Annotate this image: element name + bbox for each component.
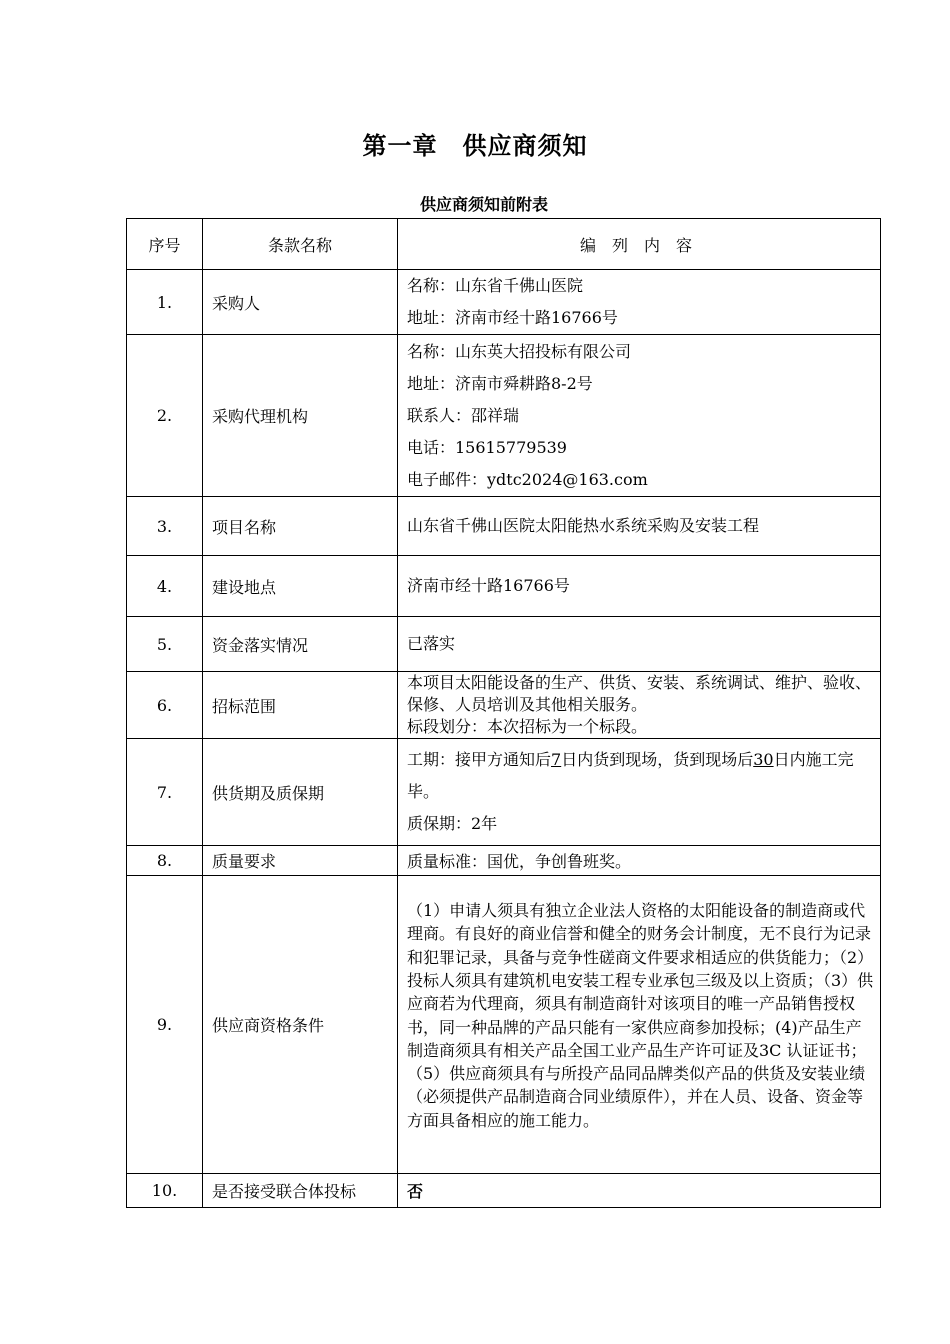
table-row bbox=[127, 876, 881, 1174]
content-line: 济南市经十路16766号 bbox=[407, 576, 570, 595]
period-days-2: 30 bbox=[753, 750, 774, 769]
content-line: 地址：济南市经十路16766号 bbox=[407, 308, 618, 327]
row-content bbox=[398, 739, 881, 846]
content-line: 名称：山东英大招投标有限公司 bbox=[407, 341, 632, 361]
period-text-b: 日内货到现场，货到现场后 bbox=[561, 750, 754, 769]
content-line: 电话：15615779539 bbox=[407, 437, 567, 457]
table-caption: 供应商须知前附表 bbox=[419, 195, 548, 214]
table-header-row bbox=[127, 219, 881, 270]
row-no: 2. bbox=[127, 335, 203, 497]
row-name: 建设地点 bbox=[203, 556, 398, 617]
content-line: 电子邮件：ydtc2024@163.com bbox=[407, 469, 648, 489]
row-name: 资金落实情况 bbox=[203, 617, 398, 672]
row-content bbox=[398, 270, 881, 335]
row-name: 采购人 bbox=[203, 270, 398, 335]
content-line: 标段划分：本次招标为一个标段。 bbox=[407, 717, 648, 736]
row-no: 3. bbox=[127, 497, 203, 556]
content-line: 山东省千佛山医院太阳能热水系统采购及安装工程 bbox=[407, 516, 760, 535]
content-line: 质量标准：国优，争创鲁班奖。 bbox=[407, 852, 632, 871]
row-no: 6. bbox=[127, 672, 203, 739]
row-name: 供应商资格条件 bbox=[203, 876, 398, 1174]
content-line: 已落实 bbox=[407, 634, 456, 653]
content-line: 地址：济南市舜耕路8-2号 bbox=[407, 373, 593, 393]
row-no: 9. bbox=[127, 876, 203, 1174]
table-row bbox=[127, 739, 881, 846]
row-content bbox=[398, 1174, 881, 1208]
row-no: 5. bbox=[127, 617, 203, 672]
table-row bbox=[127, 270, 881, 335]
table-row bbox=[127, 846, 881, 876]
row-name: 采购代理机构 bbox=[203, 335, 398, 497]
period-text-a: 工期：接甲方通知后 bbox=[407, 750, 552, 769]
row-content bbox=[398, 617, 881, 672]
header-content: 编 列 内 容 bbox=[398, 219, 881, 270]
row-name: 是否接受联合体投标 bbox=[203, 1174, 398, 1208]
row-content: （1）申请人须具有独立企业法人资格的太阳能设备的制造商或代理商。有良好的商业信誉和健全的财务会计制度，无不良行为记录和犯罪记录，具备与竞争性磋商文件要求相适应的供货能力；（2）投标人须具有建筑机电安装工程专业承包三级及以上资质；（3）供应商若为代理商，须具有制造商针对该项目的唯一产品销售授权书，同一种品牌的产品只能有一家供应商参加投标；(4)产品生产制造商须具有相关产品全国工业产品生产许可证及3C 认证证书；（5）供应商须具有与所投产品同品牌类似产品的供货及安装业绩（必须提供产品制造商合同业绩原件），并在人员、设备、资金等方面具备相应的施工能力。 bbox=[398, 876, 881, 1174]
row-content bbox=[398, 846, 881, 876]
row-no: 7. bbox=[127, 739, 203, 846]
table-row bbox=[127, 335, 881, 497]
content-line: 否 bbox=[407, 1182, 424, 1201]
supplier-notice-table bbox=[126, 218, 881, 1208]
period-text-c: 日内施工完毕。 bbox=[407, 750, 854, 801]
period-days-1: 7 bbox=[551, 750, 562, 769]
row-name: 供货期及质保期 bbox=[203, 739, 398, 846]
chapter-title: 第一章 供应商须知 bbox=[362, 132, 588, 160]
content-line: 质保期：2年 bbox=[407, 814, 498, 833]
row-content bbox=[398, 672, 881, 739]
row-content bbox=[398, 335, 881, 497]
row-content bbox=[398, 556, 881, 617]
content-line: 联系人：邵祥瑞 bbox=[407, 405, 520, 425]
content-line: 本项目太阳能设备的生产、供货、安装、系统调试、维护、验收、保修、人员培训及其他相关服务。 bbox=[407, 673, 872, 714]
table-row bbox=[127, 1174, 881, 1208]
row-name: 质量要求 bbox=[203, 846, 398, 876]
content-line bbox=[407, 744, 874, 808]
row-no: 10. bbox=[127, 1174, 203, 1208]
table-row bbox=[127, 497, 881, 556]
header-name: 条款名称 bbox=[203, 219, 398, 270]
row-content bbox=[398, 497, 881, 556]
header-no: 序号 bbox=[127, 219, 203, 270]
content-line: 名称：山东省千佛山医院 bbox=[407, 276, 584, 295]
row-no: 8. bbox=[127, 846, 203, 876]
table-row bbox=[127, 617, 881, 672]
table-row bbox=[127, 556, 881, 617]
row-no: 1. bbox=[127, 270, 203, 335]
row-name: 招标范围 bbox=[203, 672, 398, 739]
table-row bbox=[127, 672, 881, 739]
row-name: 项目名称 bbox=[203, 497, 398, 556]
row-no: 4. bbox=[127, 556, 203, 617]
